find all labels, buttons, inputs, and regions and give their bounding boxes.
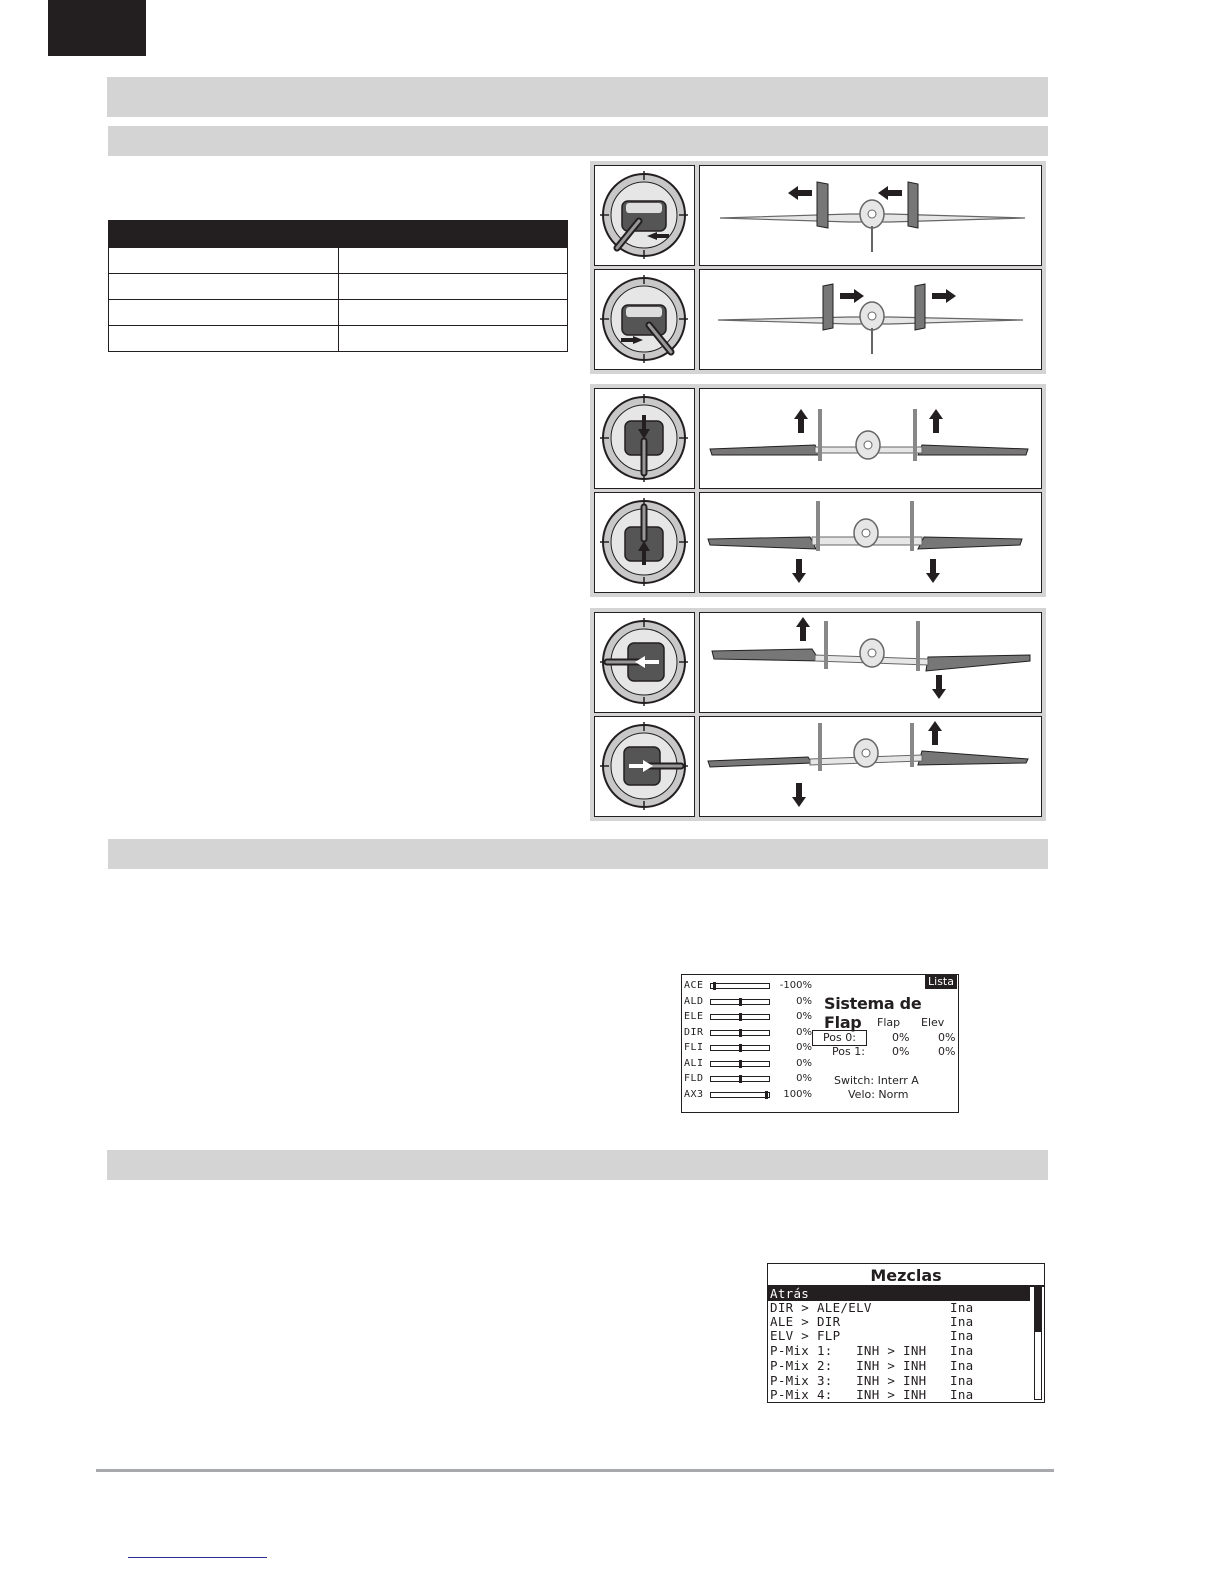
section-bar-1 <box>108 126 1048 156</box>
position-0-label[interactable]: Pos 0: <box>812 1030 867 1046</box>
section-bar-2 <box>108 839 1048 869</box>
channel-bar-marker <box>739 998 742 1006</box>
channel-bar <box>710 983 770 989</box>
channel-label: FLD <box>684 1073 704 1084</box>
stick-diagram <box>594 612 695 713</box>
channel-table <box>108 220 568 352</box>
position-1-elev[interactable]: 0% <box>938 1045 956 1058</box>
channel-value: 0% <box>796 1026 812 1038</box>
mix-menu-item[interactable]: P-Mix 3: INH > INH Ina <box>770 1373 974 1388</box>
mix-menu-item[interactable]: DIR > ALE/ELV Ina <box>770 1300 974 1315</box>
table-row <box>109 326 568 352</box>
scrollbar-thumb[interactable] <box>1035 1288 1041 1332</box>
channel-label: FLI <box>684 1042 704 1053</box>
channel-bar <box>710 1045 770 1051</box>
channel-value: 0% <box>796 995 812 1007</box>
channel-bar <box>710 1092 770 1098</box>
stick-diagram <box>594 269 695 370</box>
channel-value: 100% <box>783 1088 812 1100</box>
screen-title: Sistema de Flap <box>824 994 922 1032</box>
channel-value: 0% <box>796 1042 812 1053</box>
list-tab[interactable]: Lista <box>925 975 957 989</box>
plane-diagram <box>699 388 1042 489</box>
mix-menu-item[interactable]: P-Mix 1: INH > INH Ina <box>770 1343 974 1358</box>
position-1-flap[interactable]: 0% <box>892 1045 910 1058</box>
channel-label: AX3 <box>684 1088 704 1100</box>
diagram-group-elevator <box>590 384 1046 597</box>
speed-setting[interactable]: Velo: Norm <box>848 1088 909 1101</box>
position-0-flap[interactable]: 0% <box>892 1031 910 1044</box>
channel-value: 0% <box>796 1073 812 1084</box>
table-row <box>109 248 568 274</box>
diagram-group-aileron <box>590 608 1046 821</box>
channel-bar-marker <box>739 1075 742 1083</box>
footer-link-underline[interactable] <box>128 1557 267 1558</box>
channel-bar <box>710 1014 770 1020</box>
channel-bar-marker <box>739 1029 742 1037</box>
channel-label: DIR <box>684 1026 704 1038</box>
channel-value: -100% <box>779 980 812 991</box>
table-header <box>109 221 568 248</box>
footer-rule <box>96 1469 1054 1472</box>
channel-bar-marker <box>739 1013 742 1021</box>
table-row <box>109 300 568 326</box>
plane-diagram <box>699 165 1042 266</box>
channel-bar <box>710 1076 770 1082</box>
plane-diagram <box>699 269 1042 370</box>
channel-monitor <box>682 980 818 1110</box>
diagram-group-rudder <box>590 161 1046 374</box>
mix-menu-item[interactable]: P-Mix 4: INH > INH Ina <box>770 1387 974 1402</box>
stick-diagram <box>594 492 695 593</box>
channel-bar-marker <box>713 982 716 990</box>
plane-diagram <box>699 492 1042 593</box>
channel-value: 0% <box>796 1011 812 1022</box>
position-0-elev[interactable]: 0% <box>938 1031 956 1044</box>
channel-label: ELE <box>684 1011 704 1022</box>
switch-setting[interactable]: Switch: Interr A <box>834 1074 919 1087</box>
channel-value: 0% <box>796 1057 812 1069</box>
mix-menu-item[interactable]: P-Mix 2: INH > INH Ina <box>770 1358 974 1373</box>
section-bar-3 <box>107 1150 1048 1180</box>
page-tab-block <box>48 0 146 56</box>
diagram-row <box>594 716 1042 817</box>
plane-diagram <box>699 716 1042 817</box>
stick-diagram <box>594 716 695 817</box>
channel-bar <box>710 1030 770 1036</box>
plane-diagram <box>699 612 1042 713</box>
diagram-row <box>594 492 1042 593</box>
stick-diagram <box>594 165 695 266</box>
scrollbar-track[interactable] <box>1034 1287 1042 1400</box>
mix-menu-screen <box>767 1263 1045 1403</box>
column-header-flap: Flap <box>877 1016 901 1029</box>
mix-menu-title: Mezclas <box>870 1266 942 1285</box>
channel-bar-marker <box>739 1060 742 1068</box>
channel-bar <box>710 999 770 1005</box>
mix-menu-item-back[interactable]: Atrás <box>770 1286 810 1301</box>
channel-label: ACE <box>684 980 704 991</box>
diagram-row <box>594 269 1042 370</box>
mix-menu-item[interactable]: ALE > DIR Ina <box>770 1314 974 1329</box>
stick-diagram <box>594 388 695 489</box>
table-row <box>109 274 568 300</box>
diagram-row <box>594 165 1042 266</box>
diagram-row <box>594 388 1042 489</box>
column-header-elev: Elev <box>921 1016 945 1029</box>
channel-bar-marker <box>739 1044 742 1052</box>
channel-bar <box>710 1061 770 1067</box>
section-title-bar <box>107 77 1048 117</box>
diagram-row <box>594 612 1042 713</box>
flap-system-screen <box>681 974 959 1113</box>
channel-label: ALI <box>684 1057 704 1069</box>
channel-label: ALD <box>684 995 704 1007</box>
position-1-label[interactable]: Pos 1: <box>832 1045 865 1058</box>
mix-menu-item[interactable]: ELV > FLP Ina <box>770 1328 974 1343</box>
